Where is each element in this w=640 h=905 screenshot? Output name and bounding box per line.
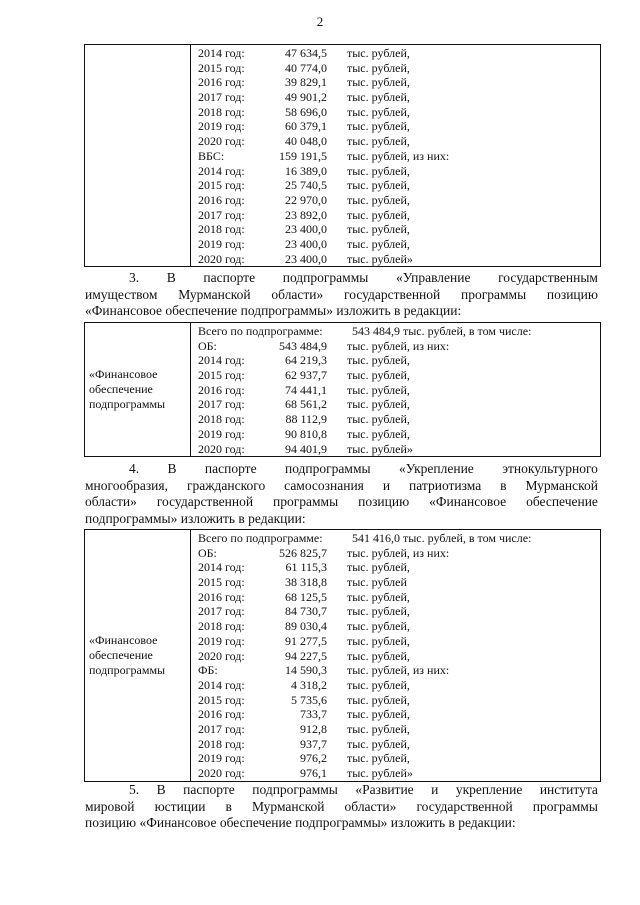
row-value: 91 277,5 (285, 633, 327, 648)
table-row (198, 178, 600, 193)
row-label: 2018 год: (198, 619, 245, 634)
word: этнокультурного (502, 461, 598, 476)
table-row (198, 46, 600, 61)
table-row (198, 442, 600, 457)
row-label: ОБ: (198, 338, 217, 353)
word: «Финансовое (429, 494, 507, 509)
word: мировой (85, 798, 135, 814)
word: программы (532, 798, 598, 814)
table-row (198, 237, 600, 252)
row-unit: тыс. рублей, (347, 619, 410, 634)
word: паспорте (204, 461, 257, 476)
row-unit: тыс. рублей, (347, 192, 410, 207)
row-label: 2014 год: (198, 677, 245, 692)
word: подпрограммы (284, 461, 371, 476)
row-label: 2019 год: (198, 633, 245, 648)
row-unit: тыс. рублей, (347, 236, 410, 251)
paragraph-line: «Финансовое обеспечение подпрограммы» изложить в редакции: (85, 303, 462, 318)
table-row (198, 766, 600, 781)
row-value: 25 740,5 (285, 178, 327, 193)
word: обеспечение (526, 494, 598, 509)
row-label: 2015 год: (198, 368, 245, 383)
word: Мурманской (525, 477, 598, 493)
word: программы (460, 286, 527, 302)
row-unit: тыс. рублей, (347, 134, 410, 149)
word: области» (85, 494, 137, 509)
paragraph-line (85, 494, 598, 511)
row-value: 23 400,0 (285, 222, 327, 237)
row-label: 2020 год: (198, 251, 245, 266)
table-row (198, 751, 600, 766)
row-label: 2017 год: (198, 721, 245, 736)
row-label: 2020 год: (198, 441, 245, 456)
word: государственным (498, 270, 598, 285)
table-row (198, 61, 600, 76)
total-label: Всего по подпрограмме: (198, 531, 323, 545)
table-row (198, 75, 600, 90)
row-unit: тыс. рублей, (347, 692, 410, 707)
left-label-line: обеспечение (89, 382, 153, 397)
total-text: 543 484,9 тыс. рублей, в том числе: (352, 324, 532, 338)
row-value: 61 115,3 (285, 560, 327, 575)
row-label: 2018 год: (198, 412, 245, 427)
paragraph-line (85, 799, 598, 816)
row-value: 159 191,5 (279, 148, 327, 163)
table-row (198, 368, 600, 383)
word: 3. (129, 270, 140, 285)
word: государственной (344, 286, 441, 302)
word: программы (272, 494, 339, 509)
table-left-label (85, 530, 191, 782)
word: государственной (416, 798, 513, 814)
row-label: ОБ: (198, 545, 217, 560)
row-unit: тыс. рублей» (347, 766, 413, 780)
word: и (431, 782, 439, 797)
word: 4. (129, 461, 140, 476)
row-unit: тыс. рублей, из них: (347, 338, 450, 353)
row-value: 976,2 (300, 751, 327, 766)
word: 5. (129, 782, 140, 797)
table-row (198, 560, 600, 575)
row-value: 543 484,9 (279, 338, 327, 353)
row-unit: тыс. рублей, (347, 736, 410, 751)
word: В (167, 461, 177, 476)
word: В (156, 782, 166, 797)
row-unit: тыс. рублей, (347, 104, 410, 119)
word: «Укрепление (398, 461, 474, 476)
table-row (198, 193, 600, 208)
row-value: 68 125,5 (285, 589, 327, 604)
row-label: ФБ: (198, 663, 218, 678)
row-label: 2017 год: (198, 604, 245, 619)
row-label: 2018 год: (198, 222, 245, 237)
row-label: 2015 год: (198, 692, 245, 707)
left-label-line: «Финансовое (89, 367, 158, 382)
table-row (198, 427, 600, 442)
word: Мурманской (178, 286, 251, 302)
row-value: 23 400,0 (285, 236, 327, 251)
row-unit: тыс. рублей, (347, 75, 410, 90)
row-unit: тыс. рублей, (347, 382, 410, 397)
row-label: 2017 год: (198, 207, 245, 222)
paragraph-line (85, 478, 598, 495)
page-number: 2 (316, 14, 324, 29)
row-value: 4 318,2 (291, 677, 327, 692)
word: области» (344, 798, 397, 814)
row-value: 62 937,7 (285, 368, 327, 383)
row-value: 937,7 (300, 736, 327, 751)
row-label: 2018 год: (198, 104, 245, 119)
word: Мурманской (251, 798, 325, 814)
word: юстиции (154, 798, 206, 814)
row-unit: тыс. рублей, (347, 46, 410, 60)
table-row (198, 737, 600, 752)
row-value: 14 590,3 (285, 663, 327, 678)
row-value: 60 379,1 (285, 119, 327, 134)
row-label: 2019 год: (198, 119, 245, 134)
row-value: 38 318,8 (285, 575, 327, 590)
word: в (500, 477, 507, 493)
table-row (198, 546, 600, 561)
row-unit: тыс. рублей, (347, 207, 410, 222)
paragraph-5 (85, 782, 598, 832)
table-row (198, 222, 600, 237)
table-row (198, 164, 600, 179)
paragraph-line (85, 782, 598, 799)
financing-table-continued (84, 44, 601, 267)
table-row (198, 119, 600, 134)
row-label: 2016 год: (198, 75, 245, 90)
row-label: 2019 год: (198, 426, 245, 441)
table-row (198, 397, 600, 412)
row-unit: тыс. рублей, (347, 60, 410, 75)
row-unit: тыс. рублей, (347, 707, 410, 722)
row-unit: тыс. рублей, (347, 368, 410, 383)
row-label: 2018 год: (198, 736, 245, 751)
table-row (198, 252, 600, 267)
row-label: 2015 год: (198, 60, 245, 75)
row-value: 912,8 (300, 721, 327, 736)
row-unit: тыс. рублей, (347, 412, 410, 427)
word: подпрограммы (282, 270, 369, 285)
word: государственной (156, 494, 254, 509)
table-left-label (85, 323, 191, 457)
table-row (198, 678, 600, 693)
row-label: 2014 год: (198, 353, 245, 368)
row-value: 23 892,0 (285, 207, 327, 222)
row-unit: тыс. рублей, (347, 426, 410, 441)
row-label: 2014 год: (198, 46, 245, 60)
table-row (198, 590, 600, 605)
total-label: Всего по подпрограмме: (198, 324, 323, 338)
word: гражданского (186, 477, 266, 493)
row-value: 89 030,4 (285, 619, 327, 634)
row-label: 2016 год: (198, 192, 245, 207)
row-value: 88 112,9 (285, 412, 327, 427)
row-unit: тыс. рублей, (347, 677, 410, 692)
word: позицию (358, 494, 410, 509)
total-text: 541 416,0 тыс. рублей, в том числе: (352, 531, 532, 545)
row-value: 68 561,2 (285, 397, 327, 412)
table-values-cell (191, 45, 601, 267)
table-values-cell (191, 323, 601, 457)
row-value: 47 634,5 (285, 46, 327, 60)
row-unit: тыс. рублей, (347, 353, 410, 368)
word: подпрограммы (252, 782, 338, 797)
row-label: 2015 год: (198, 575, 245, 590)
row-label: 2015 год: (198, 178, 245, 193)
row-label: 2016 год: (198, 707, 245, 722)
paragraph-line (85, 270, 598, 287)
row-value: 74 441,1 (285, 382, 327, 397)
left-label-line: подпрограммы (89, 397, 166, 412)
paragraph-3 (85, 270, 598, 320)
row-label: 2016 год: (198, 589, 245, 604)
word: самосознания (284, 477, 364, 493)
row-unit: тыс. рублей, (347, 178, 410, 193)
row-label: 2014 год: (198, 163, 245, 178)
row-unit: тыс. рублей, из них: (347, 148, 450, 163)
table-row (198, 722, 600, 737)
table-row (198, 634, 600, 649)
financing-table-2 (84, 322, 601, 457)
table-row (198, 707, 600, 722)
word: в (225, 798, 232, 814)
word: В (166, 270, 176, 285)
word: позицию (546, 286, 598, 302)
word: института (539, 782, 598, 797)
table-row (198, 663, 600, 678)
row-unit: тыс. рублей (347, 575, 407, 590)
word: паспорте (203, 270, 256, 285)
table-row (198, 412, 600, 427)
row-value: 40 774,0 (285, 60, 327, 75)
row-value: 23 400,0 (285, 251, 327, 266)
row-label: 2017 год: (198, 397, 245, 412)
paragraph-line: подпрограммы» изложить в редакции: (85, 510, 306, 526)
row-value: 84 730,7 (285, 604, 327, 619)
word: паспорте (183, 782, 235, 797)
word: области» (271, 286, 324, 302)
row-label: ВБС: (198, 148, 225, 163)
row-unit: тыс. рублей, из них: (347, 663, 450, 678)
row-unit: тыс. рублей» (347, 251, 413, 266)
table-row (198, 134, 600, 149)
paragraph-line: позицию «Финансовое обеспечение подпрограммы» изложить в редакции: (85, 815, 516, 830)
row-unit: тыс. рублей, (347, 163, 410, 178)
row-unit: тыс. рублей, (347, 397, 410, 412)
row-value: 40 048,0 (285, 134, 327, 149)
table-values-cell (191, 530, 601, 782)
word: имуществом (85, 286, 158, 302)
row-value: 976,1 (300, 766, 327, 780)
row-label: 2020 год: (198, 766, 245, 780)
row-unit: тыс. рублей, (347, 721, 410, 736)
row-value: 49 901,2 (285, 90, 327, 105)
row-value: 94 227,5 (285, 648, 327, 663)
row-label: 2019 год: (198, 751, 245, 766)
row-value: 58 696,0 (285, 104, 327, 119)
row-label: 2020 год: (198, 648, 245, 663)
table-row (198, 105, 600, 120)
row-label: 2020 год: (198, 134, 245, 149)
row-label: 2017 год: (198, 90, 245, 105)
row-unit: тыс. рублей, (347, 751, 410, 766)
table-row (198, 90, 600, 105)
table-left-cell (85, 45, 191, 267)
table-row (198, 693, 600, 708)
total-row (198, 324, 600, 339)
word: «Управление (395, 270, 471, 285)
paragraph-line (85, 461, 598, 478)
word: многообразия, (85, 477, 168, 493)
table-row (198, 604, 600, 619)
row-value: 5 735,6 (291, 692, 327, 707)
row-value: 39 829,1 (285, 75, 327, 90)
financing-table-3 (84, 529, 601, 782)
table-row (198, 619, 600, 634)
word: «Развитие (355, 782, 414, 797)
row-value: 94 401,9 (285, 441, 327, 456)
table-row (198, 208, 600, 223)
left-label-line: обеспечение (89, 647, 153, 662)
row-value: 733,7 (300, 707, 327, 722)
row-unit: тыс. рублей, (347, 633, 410, 648)
table-row (198, 383, 600, 398)
row-label: 2019 год: (198, 236, 245, 251)
row-unit: тыс. рублей, (347, 560, 410, 575)
row-unit: тыс. рублей, (347, 222, 410, 237)
row-value: 22 970,0 (285, 192, 327, 207)
word: укрепление (455, 782, 523, 797)
row-label: 2014 год: (198, 560, 245, 575)
row-unit: тыс. рублей, (347, 90, 410, 105)
row-unit: тыс. рублей» (347, 441, 413, 456)
row-unit: тыс. рублей, (347, 648, 410, 663)
table-row (198, 353, 600, 368)
row-unit: тыс. рублей, (347, 589, 410, 604)
table-row (198, 649, 600, 664)
row-value: 526 825,7 (279, 545, 327, 560)
word: и (382, 477, 391, 493)
table-row (198, 339, 600, 354)
row-unit: тыс. рублей, (347, 604, 410, 619)
table-row (198, 149, 600, 164)
row-label: 2016 год: (198, 382, 245, 397)
paragraph-line (85, 287, 598, 304)
left-label-line: «Финансовое (89, 632, 158, 647)
paragraph-4 (85, 461, 598, 527)
total-row (198, 531, 600, 546)
row-value: 16 389,0 (285, 163, 327, 178)
row-value: 90 810,8 (285, 426, 327, 441)
row-unit: тыс. рублей, из них: (347, 545, 450, 560)
row-unit: тыс. рублей, (347, 119, 410, 134)
left-label-line: подпрограммы (89, 662, 166, 677)
word: патриотизма (409, 477, 482, 493)
table-row (198, 575, 600, 590)
row-value: 64 219,3 (285, 353, 327, 368)
